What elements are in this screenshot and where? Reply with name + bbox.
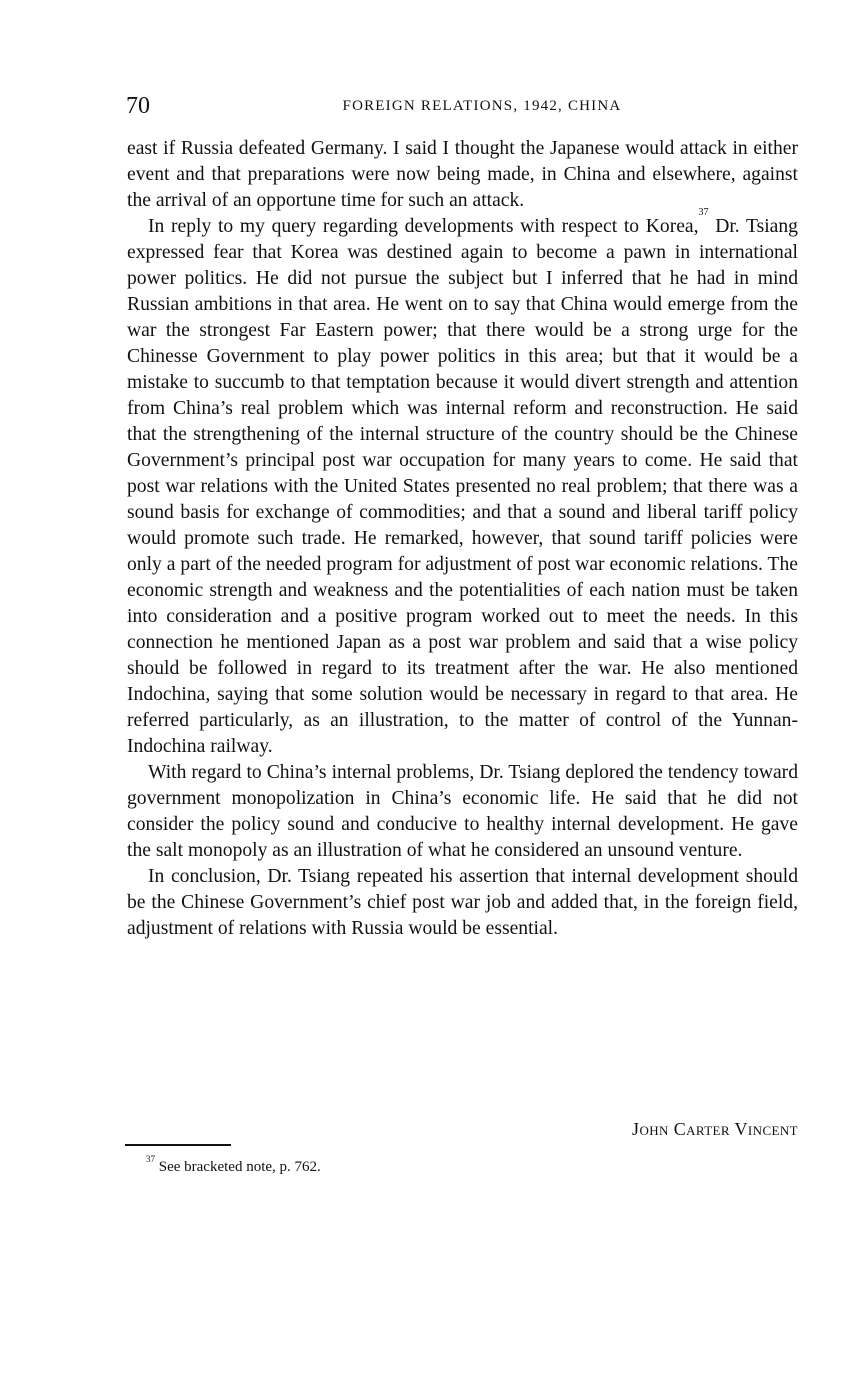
footnote-marker: 37 [146, 1154, 155, 1164]
signature: John Carter Vincent [632, 1119, 798, 1139]
footnote [146, 1154, 321, 1177]
body-text [127, 136, 798, 942]
paragraph-2-rest: Dr. Tsiang expressed fear that Korea was destined again to become a pawn in international power politics. He did not pursue the subject but I inferred that he had in mind Russian ambitions in that area. He went on to say that China would emerge from the war the strongest Far Eastern power; that there would be a strong urge for the Chinesse Government to play power politics in this area; but that it would be a mistake to succumb to that temptation because it would divert strength and attention from China’s real problem which was internal reform and reconstruction. He said that the strengthening of the internal structure of the country should be the Chinese Government’s principal post war occupation for many years to come. He said that post war relations with the United States presented no real problem; that there was a sound basis for exchange of commodities; and that a sound and liberal tariff policy would promote such trade. He remarked, however, that sound tariff policies were only a part of the needed program for adjustment of post war economic relations. The economic strength and weakness and the potentialities of each nation must be taken into consideration and a positive program worked out to meet the needs. In this connection he mentioned Japan as a post war problem and said that a wise policy should be followed in regard to its treatment after the war. He also mentioned Indochina, saying that some solution would be necessary in regard to that area. He referred particularly, as an illustration, to the matter of control of the Yunnan-Indochina railway. [127, 216, 798, 757]
paragraph-3: With regard to China’s internal problems, Dr. Tsiang deplored the tendency toward government monopolization in China’s economic life. He said that he did not consider the policy sound and conducive to healthy internal development. He gave the salt monopoly as an illustration of what he considered an unsound venture. [127, 762, 798, 861]
page-number: 70 [126, 93, 150, 119]
footnote-text: See bracketed note, p. 762. [158, 1159, 321, 1175]
paragraph-2 [127, 207, 798, 760]
running-head [126, 92, 798, 120]
paragraph-2-lead: In reply to my query regarding developments with respect to Korea, [148, 216, 699, 237]
footnote-rule [125, 1144, 231, 1146]
paragraph-1: east if Russia defeated Germany. I said I thought the Japanese would attack in either event and that preparations were now being made, in China and elsewhere, against the arrival of an opportune time for such an attack. [127, 138, 798, 211]
footnote-reference: 37 [698, 207, 709, 218]
running-title: FOREIGN RELATIONS, 1942, CHINA [342, 98, 622, 114]
paragraph-4: In conclusion, Dr. Tsiang repeated his assertion that internal development should be the Chinese Government’s chief post war job and added that, in the foreign field, adjustment of relations with Russia would be essential. [127, 866, 798, 939]
